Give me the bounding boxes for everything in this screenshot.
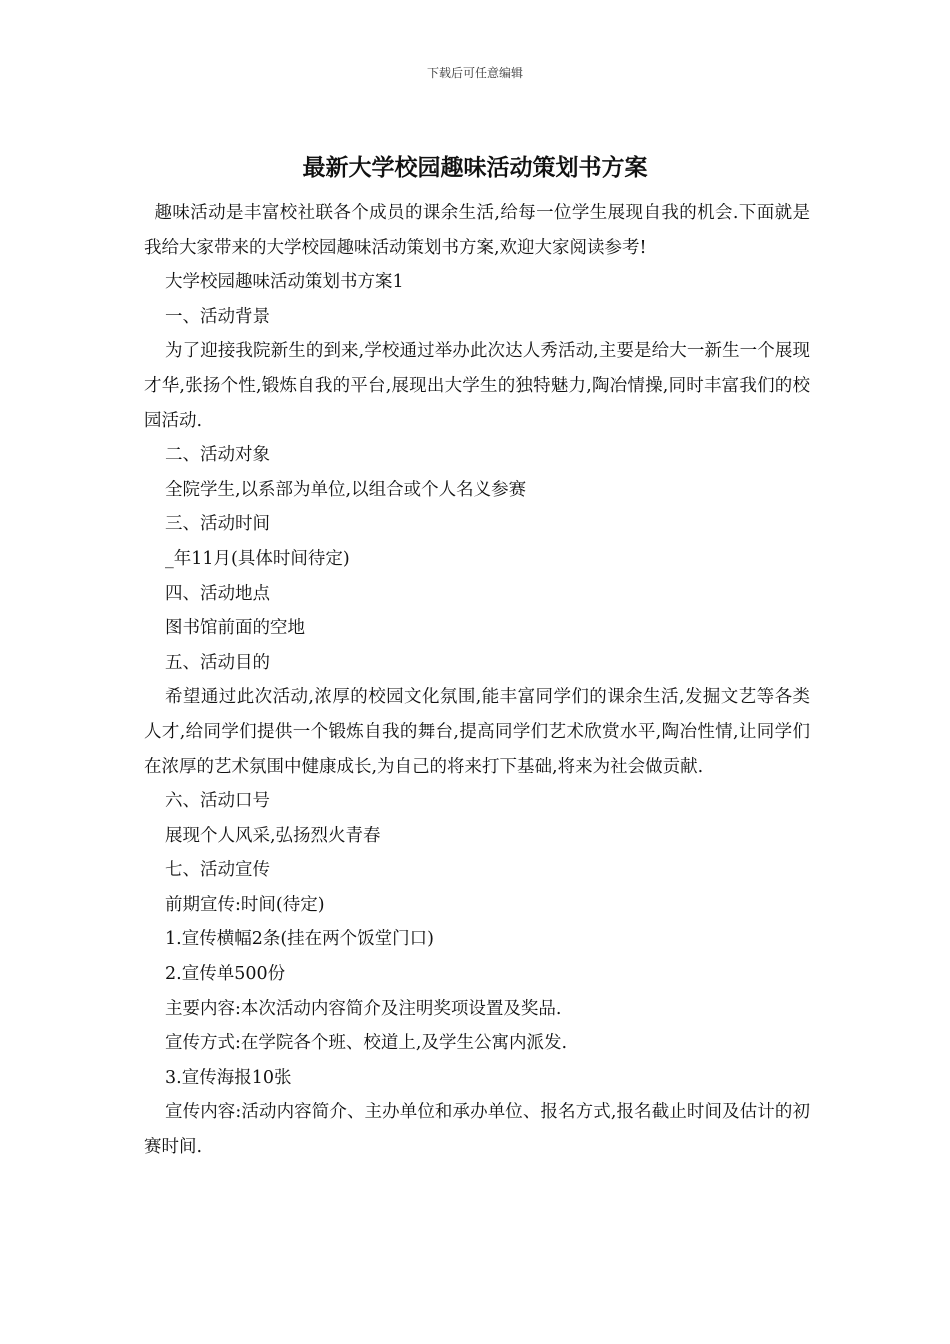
body-paragraph: 图书馆前面的空地 xyxy=(165,618,305,639)
body-paragraph: 希望通过此次活动,浓厚的校园文化氛围,能丰富同学们的课余生活,发掘文艺等各类人才,给同学们提供一个锻炼自我的舞台,提高同学们艺术欣赏水平,陶冶性情,让同学们在浓厚的艺术氛围中健康成长,为自己的将来打下基础,将来为社会做贡献. xyxy=(144,687,810,777)
section-heading: 六、活动口号 xyxy=(165,791,270,812)
intro-paragraph: 趣味活动是丰富校社联各个成员的课余生活,给每一位学生展现自我的机会.下面就是我给大家带来的大学校园趣味活动策划书方案,欢迎大家阅读参考! xyxy=(144,203,810,258)
plan-heading: 大学校园趣味活动策划书方案1 xyxy=(165,272,404,293)
list-item: 3.宣传海报10张 xyxy=(165,1067,292,1088)
body-paragraph: 为了迎接我院新生的到来,学校通过举办此次达人秀活动,主要是给大一新生一个展现才华,张扬个性,锻炼自我的平台,展现出大学生的独特魅力,陶冶情操,同时丰富我们的校园活动. xyxy=(144,341,810,431)
section-heading: 五、活动目的 xyxy=(165,652,270,673)
page-header-note: 下载后可任意编辑 xyxy=(426,66,523,80)
body-paragraph: 展现个人风采,弘扬烈火青春 xyxy=(165,825,381,846)
document-title: 最新大学校园趣味活动策划书方案 xyxy=(302,155,648,181)
section-heading: 七、活动宣传 xyxy=(165,860,270,881)
body-paragraph: 全院学生,以系部为单位,以组合或个人名义参赛 xyxy=(165,479,527,500)
section-heading: 二、活动对象 xyxy=(165,445,270,466)
body-paragraph: 前期宣传:时间(待定) xyxy=(165,894,325,915)
document-body xyxy=(144,196,810,1165)
list-item: 2.宣传单500份 xyxy=(165,964,286,985)
body-paragraph: 宣传方式:在学院各个班、校道上,及学生公寓内派发. xyxy=(165,1033,568,1054)
list-item: 1.宣传横幅2条(挂在两个饭堂门口) xyxy=(165,929,434,950)
body-paragraph: 宣传内容:活动内容简介、主办单位和承办单位、报名方式,报名截止时间及估计的初赛时间. xyxy=(144,1102,810,1158)
body-paragraph: _年11月(具体时间待定) xyxy=(165,548,350,569)
section-heading: 四、活动地点 xyxy=(165,583,270,604)
body-paragraph: 主要内容:本次活动内容简介及注明奖项设置及奖品. xyxy=(165,998,562,1019)
section-heading: 三、活动时间 xyxy=(165,514,270,535)
section-heading: 一、活动背景 xyxy=(165,306,270,327)
